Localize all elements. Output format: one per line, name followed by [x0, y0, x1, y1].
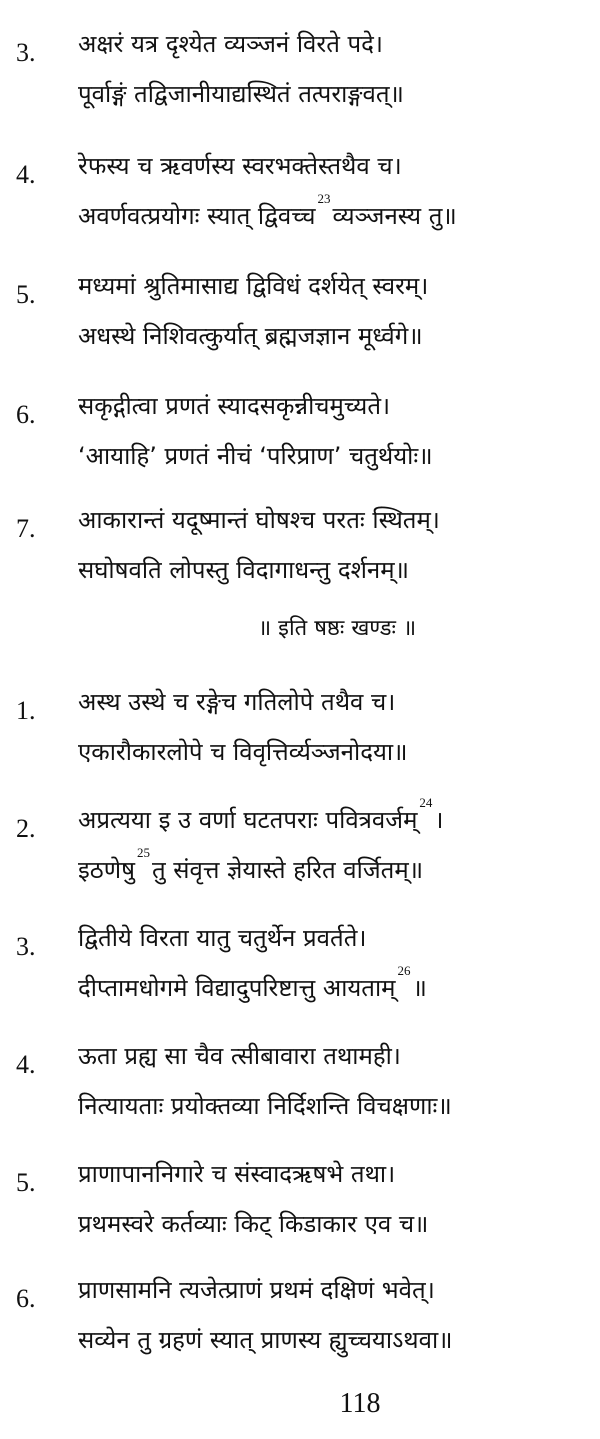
- verse-line-2: [78, 191, 457, 230]
- verse-text: ।: [434, 806, 444, 834]
- footnote-marker: 23: [317, 191, 331, 206]
- verse-number: 4.: [16, 160, 36, 189]
- verse-line-2: ‘आयाहि’ प्रणतं नीचं ‘परिप्राण’ चतुर्थयोः॥: [78, 442, 433, 470]
- verse-line-2: नित्यायताः प्रयोक्तव्या निर्दिशन्ति विचक्षणाः॥: [78, 1092, 452, 1120]
- footnote-marker: 26: [397, 963, 411, 978]
- verse-line-2: [78, 963, 427, 1002]
- verse-text: अप्रत्यया इ उ वर्णा घटतपराः पवित्रवर्जम्: [78, 806, 418, 834]
- verse-text: व्यञ्जनस्य तु॥: [332, 202, 457, 230]
- verse-text: तु संवृत्त ज्ञेयास्ते हरित वर्जितम्॥: [151, 856, 424, 884]
- verse-line-1: प्राणसामनि त्यजेत्प्राणं प्रथमं दक्षिणं भवेत्।: [78, 1276, 435, 1304]
- verse-text: ॥: [412, 974, 427, 1002]
- verse-number: 3.: [16, 932, 36, 961]
- verse-text: दीप्तामधोगमे विद्यादुपरिष्टात्तु आयताम्: [78, 974, 396, 1002]
- verse-number: 3.: [16, 38, 36, 67]
- verse-line-2: सव्येन तु ग्रहणं स्यात् प्राणस्य ह्युच्चयाऽथवा॥: [78, 1326, 453, 1354]
- verse-line-1: अस्थ उस्थे च रङ्गेच गतिलोपे तथैव च।: [78, 688, 396, 716]
- verse-number: 7.: [16, 514, 36, 543]
- verse-number: 5.: [16, 1168, 36, 1197]
- verse-line-1: अक्षरं यत्र दृश्येत व्यञ्जनं विरते पदे।: [78, 30, 383, 58]
- verse-line-1: मध्यमां श्रुतिमासाद्य द्विविधं दर्शयेत् स्वरम्।: [78, 272, 429, 300]
- verse-line-1: [78, 795, 444, 834]
- page-number: 118: [339, 1388, 381, 1419]
- verse-number: 1.: [16, 696, 36, 725]
- verse-line-1: आकारान्तं यदूष्मान्तं घोषश्च परतः स्थितम्।: [78, 506, 440, 534]
- verse-line-2: पूर्वाङ्गं तद्विजानीयाद्यस्थितं तत्पराङ्गवत्॥: [78, 80, 404, 108]
- verse-number: 5.: [16, 280, 36, 309]
- verse-number: 2.: [16, 814, 36, 843]
- footnote-marker: 25: [136, 845, 150, 860]
- verse-line-2: [78, 845, 424, 884]
- verse-number: 6.: [16, 400, 36, 429]
- verse-text: इठणेषु: [78, 856, 135, 884]
- section-colophon: ॥ इति षष्ठः खण्डः ॥: [258, 616, 417, 641]
- verse-line-2: एकारौकारलोपे च विवृत्तिर्व्यञ्जनोदया॥: [78, 738, 408, 766]
- verse-line-2: सघोषवति लोपस्तु विदागाधन्तु दर्शनम्॥: [78, 556, 409, 584]
- footnote-marker: 24: [419, 795, 433, 810]
- verse-line-2: प्रथमस्वरे कर्तव्याः किट् किडाकार एव च॥: [78, 1210, 429, 1238]
- verse-number: 6.: [16, 1284, 36, 1313]
- verse-line-2: अधस्थे निशिवत्कुर्यात् ब्रह्मजज्ञान मूर्ध्वगे॥: [78, 322, 423, 350]
- verse-line-1: प्राणापाननिगारे च संस्वादऋषभे तथा।: [78, 1160, 396, 1188]
- verse-line-1: सकृद्गीत्वा प्रणतं स्यादसकृन्नीचमुच्यते।: [78, 392, 391, 420]
- verse-line-1: द्वितीये विरता यातु चतुर्थेन प्रवर्तते।: [78, 924, 367, 952]
- verse-line-1: ऊता प्रह्य सा चैव त्सीबावारा तथामही।: [78, 1042, 401, 1070]
- verse-line-1: रेफस्य च ऋवर्णस्य स्वरभक्तेस्तथैव च।: [78, 152, 402, 180]
- verse-text: अवर्णवत्प्रयोगः स्यात् द्विवच्च: [78, 202, 316, 230]
- verse-number: 4.: [16, 1050, 36, 1079]
